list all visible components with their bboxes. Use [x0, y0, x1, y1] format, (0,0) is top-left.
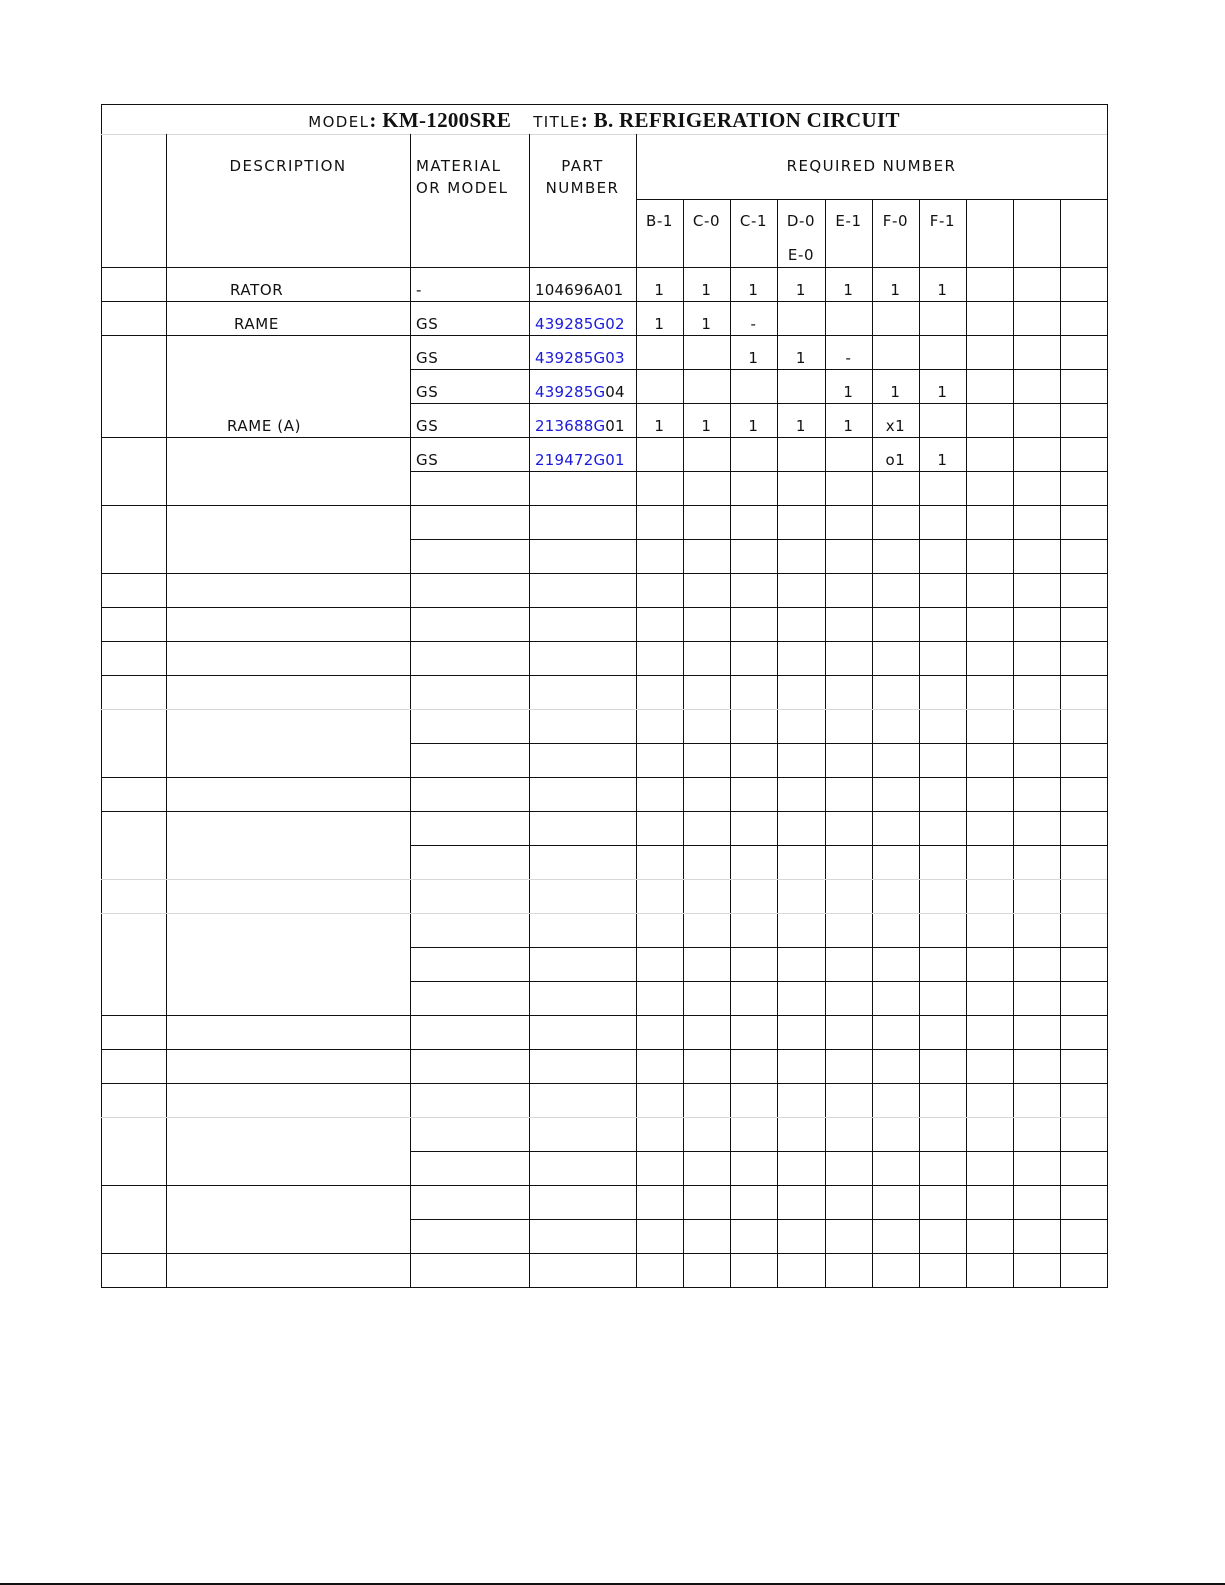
- quantity-cell: 1: [795, 349, 807, 367]
- row-divider: [101, 1049, 1107, 1050]
- description-cell: RAME: [234, 315, 279, 333]
- row-divider: [101, 1185, 1107, 1186]
- row-divider-faint: [101, 1117, 1107, 1118]
- quantity-cell: 1: [748, 281, 759, 299]
- quantity-cell: 1: [701, 417, 712, 435]
- material-cell: GS: [416, 451, 439, 469]
- row-divider: [101, 777, 1107, 778]
- part-number-cell: [535, 315, 625, 333]
- quantity-cell: 1: [795, 281, 807, 299]
- title-row-divider: [101, 134, 1107, 135]
- row-divider: [101, 505, 1107, 506]
- part-number-header: PART: [561, 157, 604, 175]
- row-divider: [410, 369, 1107, 370]
- part-number-cell: [535, 417, 625, 435]
- model-value: : KM-1200SRE: [369, 108, 512, 132]
- quantity-cell: 1: [843, 383, 854, 401]
- material-cell: GS: [416, 315, 439, 333]
- part-number-segment: 104696A01: [535, 281, 624, 299]
- table-top-border: [101, 104, 1108, 105]
- variant-header-b-1: B-1: [645, 212, 674, 230]
- quantity-cell: -: [845, 349, 852, 367]
- quantity-cell: 1: [654, 417, 665, 435]
- quantity-cell: o1: [885, 451, 906, 469]
- quantity-cell: 1: [843, 417, 854, 435]
- row-divider: [410, 1219, 1107, 1220]
- part-number-segment: 213688G: [535, 417, 606, 435]
- part-number-cell: [535, 281, 623, 299]
- row-divider: [101, 573, 1107, 574]
- material-cell: GS: [416, 349, 439, 367]
- row-divider-faint: [101, 709, 1107, 710]
- part-number-segment: 439285G02: [535, 315, 625, 333]
- column-divider: [636, 134, 637, 1287]
- row-divider: [410, 403, 1107, 404]
- required-number-header: REQUIRED NUMBER: [786, 157, 957, 175]
- column-divider: [410, 134, 411, 1287]
- quantity-cell: 1: [654, 315, 665, 333]
- row-divider: [410, 471, 1107, 472]
- quantity-cell: 1: [890, 383, 901, 401]
- material-header: MATERIAL: [416, 157, 502, 175]
- quantity-cell: x1: [885, 417, 906, 435]
- variant-header-c-1: C-1: [739, 212, 768, 230]
- row-divider: [410, 947, 1107, 948]
- column-divider: [166, 134, 167, 1287]
- column-divider: [529, 134, 530, 1287]
- quantity-cell: 1: [654, 281, 665, 299]
- variant-header-d-0: D-0: [786, 212, 816, 230]
- quantity-cell: 1: [795, 417, 807, 435]
- quantity-cell: 1: [890, 281, 901, 299]
- variant-header-f-1: F-1: [929, 212, 956, 230]
- row-divider: [410, 539, 1107, 540]
- row-divider: [410, 981, 1107, 982]
- model-label: MODEL: [308, 113, 370, 131]
- table-right-border: [1107, 104, 1108, 1287]
- row-divider: [101, 437, 1107, 438]
- material-header: OR MODEL: [416, 179, 509, 197]
- part-number-segment: 01: [605, 417, 625, 435]
- part-number-cell: [535, 451, 625, 469]
- quantity-cell: 1: [748, 349, 759, 367]
- material-cell: -: [416, 281, 423, 299]
- part-number-cell: [535, 349, 625, 367]
- row-divider: [101, 1083, 1107, 1084]
- row-divider-faint: [101, 913, 1107, 914]
- quantity-cell: 1: [937, 383, 948, 401]
- variant-header-f-0: F-0: [882, 212, 909, 230]
- material-cell: GS: [416, 383, 439, 401]
- quantity-cell: 1: [937, 451, 948, 469]
- part-number-segment: 439285G03: [535, 349, 625, 367]
- page-title: [101, 108, 1107, 134]
- row-divider: [101, 1015, 1107, 1016]
- part-number-segment: 04: [605, 383, 625, 401]
- row-divider: [101, 335, 1107, 336]
- quantity-cell: 1: [701, 281, 712, 299]
- title-label: TITLE: [533, 113, 581, 131]
- part-number-cell: [535, 383, 625, 401]
- quantity-cell: 1: [843, 281, 854, 299]
- description-cell: RAME (A): [227, 417, 302, 435]
- quantity-cell: 1: [937, 281, 948, 299]
- table-bottom-border: [101, 1287, 1108, 1288]
- description-header: DESCRIPTION: [229, 157, 347, 175]
- row-divider: [410, 743, 1107, 744]
- part-number-header: NUMBER: [545, 179, 620, 197]
- row-divider: [101, 675, 1107, 676]
- variant-header-c-0: C-0: [692, 212, 721, 230]
- row-divider-faint: [101, 879, 1107, 880]
- row-divider: [101, 301, 1107, 302]
- material-cell: GS: [416, 417, 439, 435]
- part-number-segment: 219472G01: [535, 451, 625, 469]
- row-divider: [410, 845, 1107, 846]
- table-left-border: [101, 104, 102, 1287]
- row-divider: [410, 1151, 1107, 1152]
- row-divider: [101, 641, 1107, 642]
- quantity-cell: -: [750, 315, 757, 333]
- variant-header-e-1: E-1: [835, 212, 862, 230]
- row-divider: [101, 1253, 1107, 1254]
- variant-header-e-0: E-0: [787, 246, 815, 264]
- header-bottom-border: [101, 267, 1107, 268]
- part-number-segment: 439285G: [535, 383, 606, 401]
- row-divider: [101, 607, 1107, 608]
- title-value: : B. REFRIGERATION CIRCUIT: [580, 108, 900, 132]
- quantity-cell: 1: [701, 315, 712, 333]
- description-cell: RATOR: [230, 281, 284, 299]
- row-divider: [101, 811, 1107, 812]
- quantity-cell: 1: [748, 417, 759, 435]
